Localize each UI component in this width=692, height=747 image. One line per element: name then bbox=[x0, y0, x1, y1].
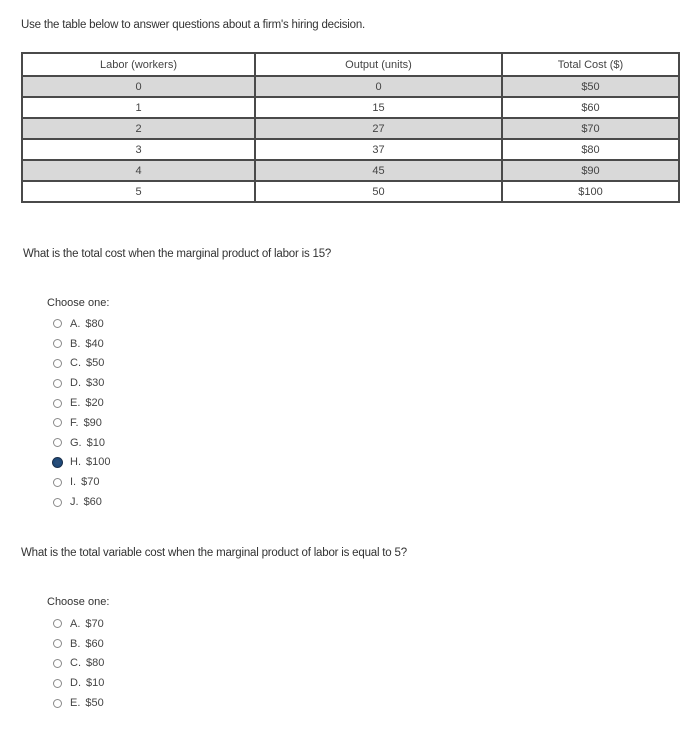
option-value: $40 bbox=[85, 337, 104, 350]
output-cell: 45 bbox=[255, 160, 502, 181]
output-cell: 50 bbox=[255, 181, 502, 202]
option-letter: E. bbox=[70, 697, 81, 710]
option-letter: F. bbox=[70, 416, 79, 429]
q1-option-e[interactable] bbox=[53, 393, 110, 413]
radio-button[interactable] bbox=[53, 699, 62, 708]
radio-button[interactable] bbox=[53, 418, 62, 427]
q1-option-a[interactable] bbox=[53, 314, 110, 334]
total-cost-cell: $50 bbox=[502, 76, 679, 97]
radio-button[interactable] bbox=[53, 359, 62, 368]
option-letter: B. bbox=[70, 337, 81, 350]
q1-option-b[interactable] bbox=[53, 334, 110, 354]
output-cell: 15 bbox=[255, 97, 502, 118]
radio-button[interactable] bbox=[53, 619, 62, 628]
total-cost-cell: $80 bbox=[502, 139, 679, 160]
option-value: $10 bbox=[86, 677, 105, 690]
labor-cell: 1 bbox=[22, 97, 255, 118]
q1-option-h[interactable] bbox=[53, 453, 110, 473]
option-letter: C. bbox=[70, 357, 81, 370]
header-labor: Labor (workers) bbox=[22, 53, 255, 76]
option-value: $50 bbox=[85, 697, 104, 710]
option-value: $60 bbox=[85, 637, 104, 650]
option-value: $30 bbox=[86, 377, 105, 390]
hiring-data-table bbox=[21, 52, 680, 203]
labor-cell: 3 bbox=[22, 139, 255, 160]
radio-button[interactable] bbox=[53, 339, 62, 348]
q1-option-f[interactable] bbox=[53, 413, 110, 433]
q2-option-e[interactable] bbox=[53, 693, 104, 713]
option-letter: C. bbox=[70, 657, 81, 670]
option-letter: D. bbox=[70, 677, 81, 690]
total-cost-cell: $70 bbox=[502, 118, 679, 139]
option-value: $20 bbox=[85, 397, 104, 410]
option-value: $10 bbox=[86, 436, 105, 449]
q2-option-c[interactable] bbox=[53, 654, 104, 674]
labor-cell: 4 bbox=[22, 160, 255, 181]
question-2-options bbox=[53, 614, 104, 713]
labor-cell: 0 bbox=[22, 76, 255, 97]
output-cell: 0 bbox=[255, 76, 502, 97]
option-letter: E. bbox=[70, 397, 81, 410]
table-row bbox=[22, 139, 679, 160]
labor-cell: 5 bbox=[22, 181, 255, 202]
option-letter: G. bbox=[70, 436, 82, 449]
option-value: $70 bbox=[81, 476, 100, 489]
q1-option-j[interactable] bbox=[53, 492, 110, 512]
question-1-options bbox=[53, 314, 110, 512]
radio-button-selected[interactable] bbox=[53, 458, 62, 467]
header-total-cost: Total Cost ($) bbox=[502, 53, 679, 76]
q1-option-c[interactable] bbox=[53, 354, 110, 374]
question-1-choose-label: Choose one: bbox=[47, 297, 110, 309]
table-row bbox=[22, 181, 679, 202]
option-value: $60 bbox=[83, 496, 102, 509]
option-value: $100 bbox=[86, 456, 111, 469]
radio-button[interactable] bbox=[53, 639, 62, 648]
option-letter: J. bbox=[70, 496, 79, 509]
q1-option-d[interactable] bbox=[53, 373, 110, 393]
radio-button[interactable] bbox=[53, 659, 62, 668]
q1-option-g[interactable] bbox=[53, 433, 110, 453]
question-1-text: What is the total cost when the marginal product of labor is 15? bbox=[23, 248, 332, 260]
question-2-text: What is the total variable cost when the marginal product of labor is equal to 5? bbox=[21, 547, 407, 559]
question-2-choose-label: Choose one: bbox=[47, 596, 110, 608]
radio-button[interactable] bbox=[53, 498, 62, 507]
radio-button[interactable] bbox=[53, 438, 62, 447]
option-letter: H. bbox=[70, 456, 81, 469]
table-row bbox=[22, 97, 679, 118]
option-value: $50 bbox=[86, 357, 105, 370]
total-cost-cell: $100 bbox=[502, 181, 679, 202]
output-cell: 27 bbox=[255, 118, 502, 139]
option-value: $70 bbox=[85, 617, 104, 630]
total-cost-cell: $60 bbox=[502, 97, 679, 118]
option-value: $80 bbox=[86, 657, 105, 670]
radio-button[interactable] bbox=[53, 478, 62, 487]
option-letter: D. bbox=[70, 377, 81, 390]
table-row bbox=[22, 160, 679, 181]
output-cell: 37 bbox=[255, 139, 502, 160]
q2-option-a[interactable] bbox=[53, 614, 104, 634]
q2-option-d[interactable] bbox=[53, 673, 104, 693]
q1-option-i[interactable] bbox=[53, 472, 110, 492]
table-row bbox=[22, 118, 679, 139]
radio-button[interactable] bbox=[53, 379, 62, 388]
radio-button[interactable] bbox=[53, 679, 62, 688]
total-cost-cell: $90 bbox=[502, 160, 679, 181]
radio-button[interactable] bbox=[53, 399, 62, 408]
option-letter: B. bbox=[70, 637, 81, 650]
table-header-row bbox=[22, 53, 679, 76]
option-letter: A. bbox=[70, 617, 81, 630]
labor-cell: 2 bbox=[22, 118, 255, 139]
q2-option-b[interactable] bbox=[53, 634, 104, 654]
header-output: Output (units) bbox=[255, 53, 502, 76]
option-letter: A. bbox=[70, 317, 81, 330]
option-value: $80 bbox=[85, 317, 104, 330]
table-row bbox=[22, 76, 679, 97]
option-value: $90 bbox=[83, 416, 102, 429]
radio-button[interactable] bbox=[53, 319, 62, 328]
intro-text: Use the table below to answer questions about a firm's hiring decision. bbox=[21, 19, 366, 31]
option-letter: I. bbox=[70, 476, 77, 489]
